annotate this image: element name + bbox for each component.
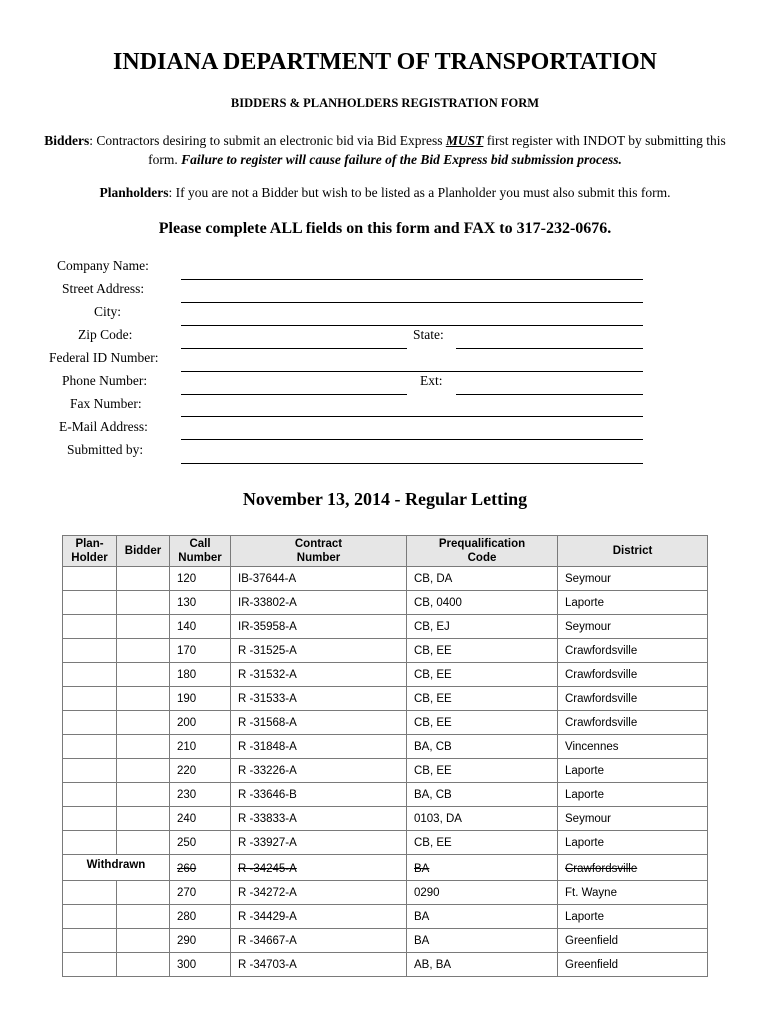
federal-id-label: Federal ID Number:: [49, 350, 159, 365]
prequal-code-cell: BA, CB: [407, 783, 558, 807]
table-row: [63, 807, 708, 831]
prequal-code-cell: CB, EE: [407, 831, 558, 855]
call-number-cell: 290: [170, 929, 231, 953]
call-number-cell: 180: [170, 663, 231, 687]
bidder-cell[interactable]: [117, 591, 170, 615]
district-cell: Greenfield: [558, 953, 708, 977]
call-number-cell: 140: [170, 615, 231, 639]
district-cell: Crawfordsville: [558, 639, 708, 663]
bidder-cell[interactable]: [117, 711, 170, 735]
header-planholder: Plan- Holder: [63, 536, 117, 567]
bidder-cell[interactable]: [117, 759, 170, 783]
call-number-cell: 220: [170, 759, 231, 783]
table-row: [63, 735, 708, 759]
prequal-code-cell: CB, DA: [407, 567, 558, 591]
planholder-cell[interactable]: [63, 711, 117, 735]
city-field[interactable]: [181, 325, 643, 326]
fax-number-label: Fax Number:: [70, 396, 142, 411]
district-cell: Laporte: [558, 759, 708, 783]
prequal-code-cell: CB, EE: [407, 711, 558, 735]
fax-number-field[interactable]: [181, 416, 643, 417]
prequal-code-cell: 0290: [407, 881, 558, 905]
district-cell: Laporte: [558, 831, 708, 855]
contract-number-cell: R -34667-A: [231, 929, 407, 953]
contract-number-cell: R -31532-A: [231, 663, 407, 687]
planholders-label: Planholders: [99, 185, 169, 200]
bidder-cell[interactable]: [117, 905, 170, 929]
bidders-warning: Failure to register will cause failure of the Bid Express bid submission process.: [181, 152, 622, 167]
district-cell: Seymour: [558, 807, 708, 831]
bidder-cell[interactable]: [117, 735, 170, 759]
contract-number-cell: R -31848-A: [231, 735, 407, 759]
contract-number-cell: R -31533-A: [231, 687, 407, 711]
bidder-cell[interactable]: [117, 687, 170, 711]
prequal-code-cell: BA: [407, 929, 558, 953]
planholder-cell[interactable]: [63, 881, 117, 905]
planholder-cell[interactable]: [63, 663, 117, 687]
header-call-number: Call Number: [170, 536, 231, 567]
planholder-cell[interactable]: [63, 735, 117, 759]
table-row: [63, 687, 708, 711]
call-number-cell: 200: [170, 711, 231, 735]
planholder-cell[interactable]: [63, 929, 117, 953]
street-address-label: Street Address:: [62, 281, 145, 296]
bidder-cell[interactable]: [117, 567, 170, 591]
contract-number-cell: IR-35958-A: [231, 615, 407, 639]
table-row: [63, 905, 708, 929]
call-number-cell: 250: [170, 831, 231, 855]
call-number-cell: 210: [170, 735, 231, 759]
district-cell: Laporte: [558, 591, 708, 615]
prequal-code-cell: CB, EE: [407, 663, 558, 687]
planholder-cell[interactable]: [63, 953, 117, 977]
table-row: [63, 783, 708, 807]
letting-title: November 13, 2014 - Regular Letting: [242, 489, 528, 509]
bidders-text-b: first register with INDOT by submitting this form.: [148, 133, 726, 167]
call-number-cell: 260: [170, 855, 231, 881]
contract-number-cell: R -31568-A: [231, 711, 407, 735]
bidders-label: Bidders: [44, 133, 90, 148]
planholder-cell[interactable]: [63, 591, 117, 615]
planholder-cell[interactable]: [63, 807, 117, 831]
district-cell: Ft. Wayne: [558, 881, 708, 905]
withdrawn-label: Withdrawn: [63, 855, 170, 881]
table-row: [63, 953, 708, 977]
contract-number-cell: R -34245-A: [231, 855, 407, 881]
call-number-cell: 190: [170, 687, 231, 711]
call-number-cell: 230: [170, 783, 231, 807]
contract-number-cell: R -34272-A: [231, 881, 407, 905]
federal-id-field[interactable]: [181, 371, 643, 372]
call-number-cell: 270: [170, 881, 231, 905]
contract-number-cell: R -34429-A: [231, 905, 407, 929]
header-contract-number: Contract Number: [231, 536, 407, 567]
district-cell: Greenfield: [558, 929, 708, 953]
bidder-cell[interactable]: [117, 783, 170, 807]
planholder-cell[interactable]: [63, 615, 117, 639]
call-number-cell: 120: [170, 567, 231, 591]
planholder-cell[interactable]: [63, 687, 117, 711]
district-cell: Seymour: [558, 615, 708, 639]
table-row: [63, 759, 708, 783]
contract-number-cell: R -33646-B: [231, 783, 407, 807]
state-label: State:: [413, 327, 444, 342]
table-row: [63, 615, 708, 639]
planholders-paragraph: [0, 185, 770, 201]
district-cell: Laporte: [558, 783, 708, 807]
email-address-field[interactable]: [181, 439, 643, 440]
bidder-cell[interactable]: [117, 831, 170, 855]
planholder-cell[interactable]: [63, 831, 117, 855]
contract-number-cell: R -31525-A: [231, 639, 407, 663]
district-cell: Crawfordsville: [558, 687, 708, 711]
ext-label: Ext:: [420, 373, 443, 388]
district-cell: Vincennes: [558, 735, 708, 759]
planholder-cell[interactable]: [63, 905, 117, 929]
prequal-code-cell: BA: [407, 905, 558, 929]
bidder-cell[interactable]: [117, 663, 170, 687]
contract-number-cell: IR-33802-A: [231, 591, 407, 615]
district-cell: Crawfordsville: [558, 855, 708, 881]
prequal-code-cell: 0103, DA: [407, 807, 558, 831]
state-field[interactable]: [456, 348, 643, 349]
company-name-field[interactable]: [181, 279, 643, 280]
prequal-code-cell: BA, CB: [407, 735, 558, 759]
planholder-cell[interactable]: [63, 567, 117, 591]
district-cell: Crawfordsville: [558, 663, 708, 687]
table-row: [63, 591, 708, 615]
phone-number-field[interactable]: [181, 394, 407, 395]
form-subtitle: BIDDERS & PLANHOLDERS REGISTRATION FORM: [230, 96, 540, 110]
planholders-text: : If you are not a Bidder but wish to be listed as a Planholder you must also submit this form.: [168, 185, 671, 200]
call-number-cell: 280: [170, 905, 231, 929]
street-address-field[interactable]: [181, 302, 643, 303]
header-bidder: Bidder: [117, 536, 170, 567]
bidder-cell[interactable]: [117, 807, 170, 831]
phone-number-label: Phone Number:: [62, 373, 148, 388]
zip-code-label: Zip Code:: [78, 327, 133, 342]
prequal-code-cell: CB, EE: [407, 759, 558, 783]
table-row: [63, 929, 708, 953]
city-label: City:: [94, 304, 122, 319]
must-emphasis: MUST: [445, 133, 484, 148]
bidder-cell[interactable]: [117, 881, 170, 905]
bidder-cell[interactable]: [117, 615, 170, 639]
zip-code-field[interactable]: [181, 348, 407, 349]
contract-number-cell: R -34703-A: [231, 953, 407, 977]
contract-number-cell: R -33927-A: [231, 831, 407, 855]
district-cell: Crawfordsville: [558, 711, 708, 735]
page-title: INDIANA DEPARTMENT OF TRANSPORTATION: [113, 49, 657, 75]
prequal-code-cell: CB, EJ: [407, 615, 558, 639]
email-address-label: E-Mail Address:: [59, 419, 148, 434]
call-number-cell: 300: [170, 953, 231, 977]
call-number-cell: 170: [170, 639, 231, 663]
call-number-cell: 240: [170, 807, 231, 831]
table-row: [63, 711, 708, 735]
contract-number-cell: R -33833-A: [231, 807, 407, 831]
table-row: [63, 567, 708, 591]
prequal-code-cell: AB, BA: [407, 953, 558, 977]
table-row: [63, 639, 708, 663]
prequal-code-cell: CB, 0400: [407, 591, 558, 615]
table-row: [63, 831, 708, 855]
table-row: [63, 881, 708, 905]
bidder-cell[interactable]: [117, 953, 170, 977]
contracts-table: [62, 535, 708, 977]
contract-number-cell: IB-37644-A: [231, 567, 407, 591]
bidders-paragraph: [40, 131, 730, 169]
submitted-by-field[interactable]: [181, 463, 643, 464]
planholder-cell[interactable]: [63, 783, 117, 807]
company-name-label: Company Name:: [57, 258, 149, 273]
prequal-code-cell: BA: [407, 855, 558, 881]
prequal-code-cell: CB, EE: [407, 687, 558, 711]
prequal-code-cell: CB, EE: [407, 639, 558, 663]
table-row: [63, 663, 708, 687]
bidders-text-a: : Contractors desiring to submit an electronic bid via Bid Express: [89, 133, 446, 148]
district-cell: Laporte: [558, 905, 708, 929]
header-district: District: [558, 536, 708, 567]
planholder-cell[interactable]: [63, 639, 117, 663]
header-prequal-code: Prequalification Code: [407, 536, 558, 567]
bidder-cell[interactable]: [117, 929, 170, 953]
table-row: [63, 855, 708, 881]
fax-instruction: Please complete ALL fields on this form and FAX to 317-232-0676.: [158, 220, 612, 237]
table-header-row: [63, 536, 708, 567]
submitted-by-label: Submitted by:: [67, 442, 144, 457]
planholder-cell[interactable]: [63, 759, 117, 783]
ext-field[interactable]: [456, 394, 643, 395]
district-cell: Seymour: [558, 567, 708, 591]
bidder-cell[interactable]: [117, 639, 170, 663]
contract-number-cell: R -33226-A: [231, 759, 407, 783]
call-number-cell: 130: [170, 591, 231, 615]
